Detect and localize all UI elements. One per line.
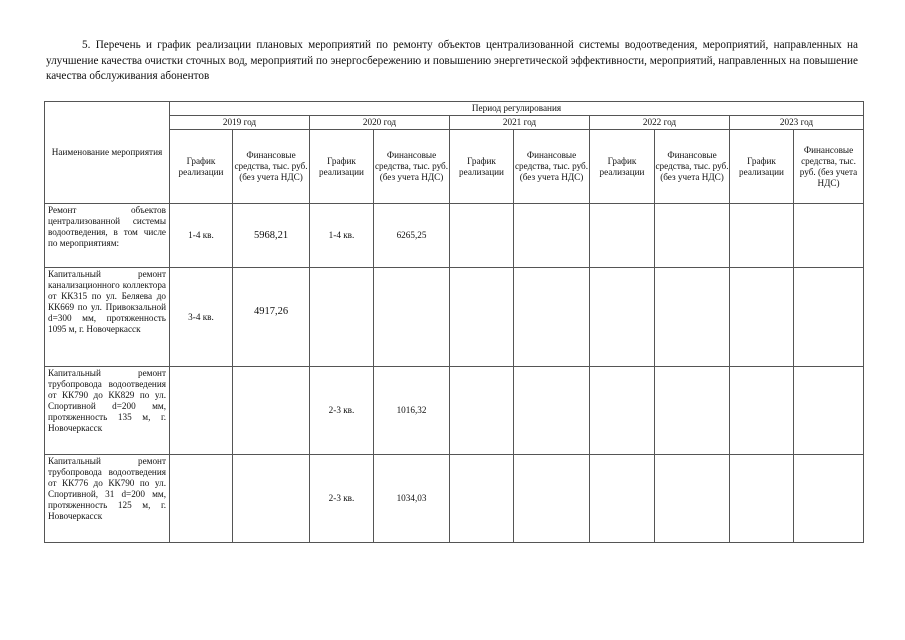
finance-2022 [655, 455, 730, 543]
year-header: 2022 год [590, 116, 730, 130]
measures-table [44, 101, 864, 543]
schedule-2022 [590, 367, 655, 455]
schedule-2022 [590, 455, 655, 543]
schedule-2021 [450, 367, 514, 455]
table-row [45, 367, 864, 455]
finance-2021 [514, 455, 590, 543]
period-header: Период регулирования [170, 102, 864, 116]
year-header: 2023 год [730, 116, 864, 130]
table-row [45, 268, 864, 367]
measure-name: Капитальный ремонт трубопровода водоотведения от КК776 до КК790 по ул. Спортивной, 31 d=200 мм, протяженность 125 м, г. Новочеркасск [45, 455, 170, 543]
section-heading: 5. Перечень и график реализации плановых мероприятий по ремонту объектов централизованной системы водоотведения, мероприятий, направленных на улучшение качества очистки сточных вод, мероприятий по энергосбережению и повышению энергетической эффективности, мероприятий, направленных на повышение качества обслуживания абонентов [46, 39, 858, 82]
finance-2020 [374, 268, 450, 367]
finance-2023 [794, 268, 864, 367]
finance-2020: 1034,03 [374, 455, 450, 543]
year-header: 2019 год [170, 116, 310, 130]
schedule-2021 [450, 204, 514, 268]
schedule-2019 [170, 455, 233, 543]
finance-2019 [233, 455, 310, 543]
year-header: 2021 год [450, 116, 590, 130]
schedule-header: График реализации [590, 130, 655, 204]
finance-2022 [655, 367, 730, 455]
schedule-2020 [310, 268, 374, 367]
schedule-2023 [730, 204, 794, 268]
finance-header: Финансовые средства, тыс. руб. (без учета НДС) [655, 130, 730, 204]
finance-2021 [514, 268, 590, 367]
finance-2023 [794, 455, 864, 543]
finance-2022 [655, 204, 730, 268]
finance-2020: 1016,32 [374, 367, 450, 455]
measure-name: Капитальный ремонт канализационного коллектора от КК315 по ул. Беляева до КК669 по ул. Привокзальной d=300 мм, протяженность 1095 м, г. Новочеркасск [45, 268, 170, 367]
finance-2021 [514, 367, 590, 455]
schedule-2022 [590, 204, 655, 268]
finance-2022 [655, 268, 730, 367]
name-column-header: Наименование мероприятия [45, 102, 170, 204]
schedule-2022 [590, 268, 655, 367]
schedule-2023 [730, 455, 794, 543]
finance-header: Финансовые средства, тыс. руб. (без учета НДС) [514, 130, 590, 204]
finance-header: Финансовые средства, тыс. руб. (без учета НДС) [374, 130, 450, 204]
table-row [45, 204, 864, 268]
schedule-2021 [450, 268, 514, 367]
finance-2023 [794, 204, 864, 268]
schedule-2023 [730, 268, 794, 367]
schedule-2020: 2-3 кв. [310, 367, 374, 455]
schedule-2019: 3-4 кв. [170, 268, 233, 367]
finance-2020: 6265,25 [374, 204, 450, 268]
finance-2023 [794, 367, 864, 455]
measure-name: Ремонт объектов централизованной системы водоотведения, в том числе по мероприятиям: [45, 204, 170, 268]
year-header: 2020 год [310, 116, 450, 130]
schedule-header: График реализации [310, 130, 374, 204]
schedule-2020: 1-4 кв. [310, 204, 374, 268]
finance-header: Финансовые средства, тыс. руб. (без учета НДС) [233, 130, 310, 204]
finance-2021 [514, 204, 590, 268]
finance-2019: 4917,26 [233, 268, 310, 367]
schedule-2021 [450, 455, 514, 543]
table-row [45, 455, 864, 543]
finance-2019 [233, 367, 310, 455]
schedule-header: График реализации [170, 130, 233, 204]
schedule-2023 [730, 367, 794, 455]
schedule-2019 [170, 367, 233, 455]
schedule-2019: 1-4 кв. [170, 204, 233, 268]
finance-header: Финансовые средства, тыс. руб. (без учета НДС) [794, 130, 864, 204]
finance-2019: 5968,21 [233, 204, 310, 268]
measure-name: Капитальный ремонт трубопровода водоотведения от КК790 до КК829 по ул. Спортивной d=200 мм, протяженность 135 м, г. Новочеркасск [45, 367, 170, 455]
schedule-header: График реализации [450, 130, 514, 204]
schedule-header: График реализации [730, 130, 794, 204]
schedule-2020: 2-3 кв. [310, 455, 374, 543]
